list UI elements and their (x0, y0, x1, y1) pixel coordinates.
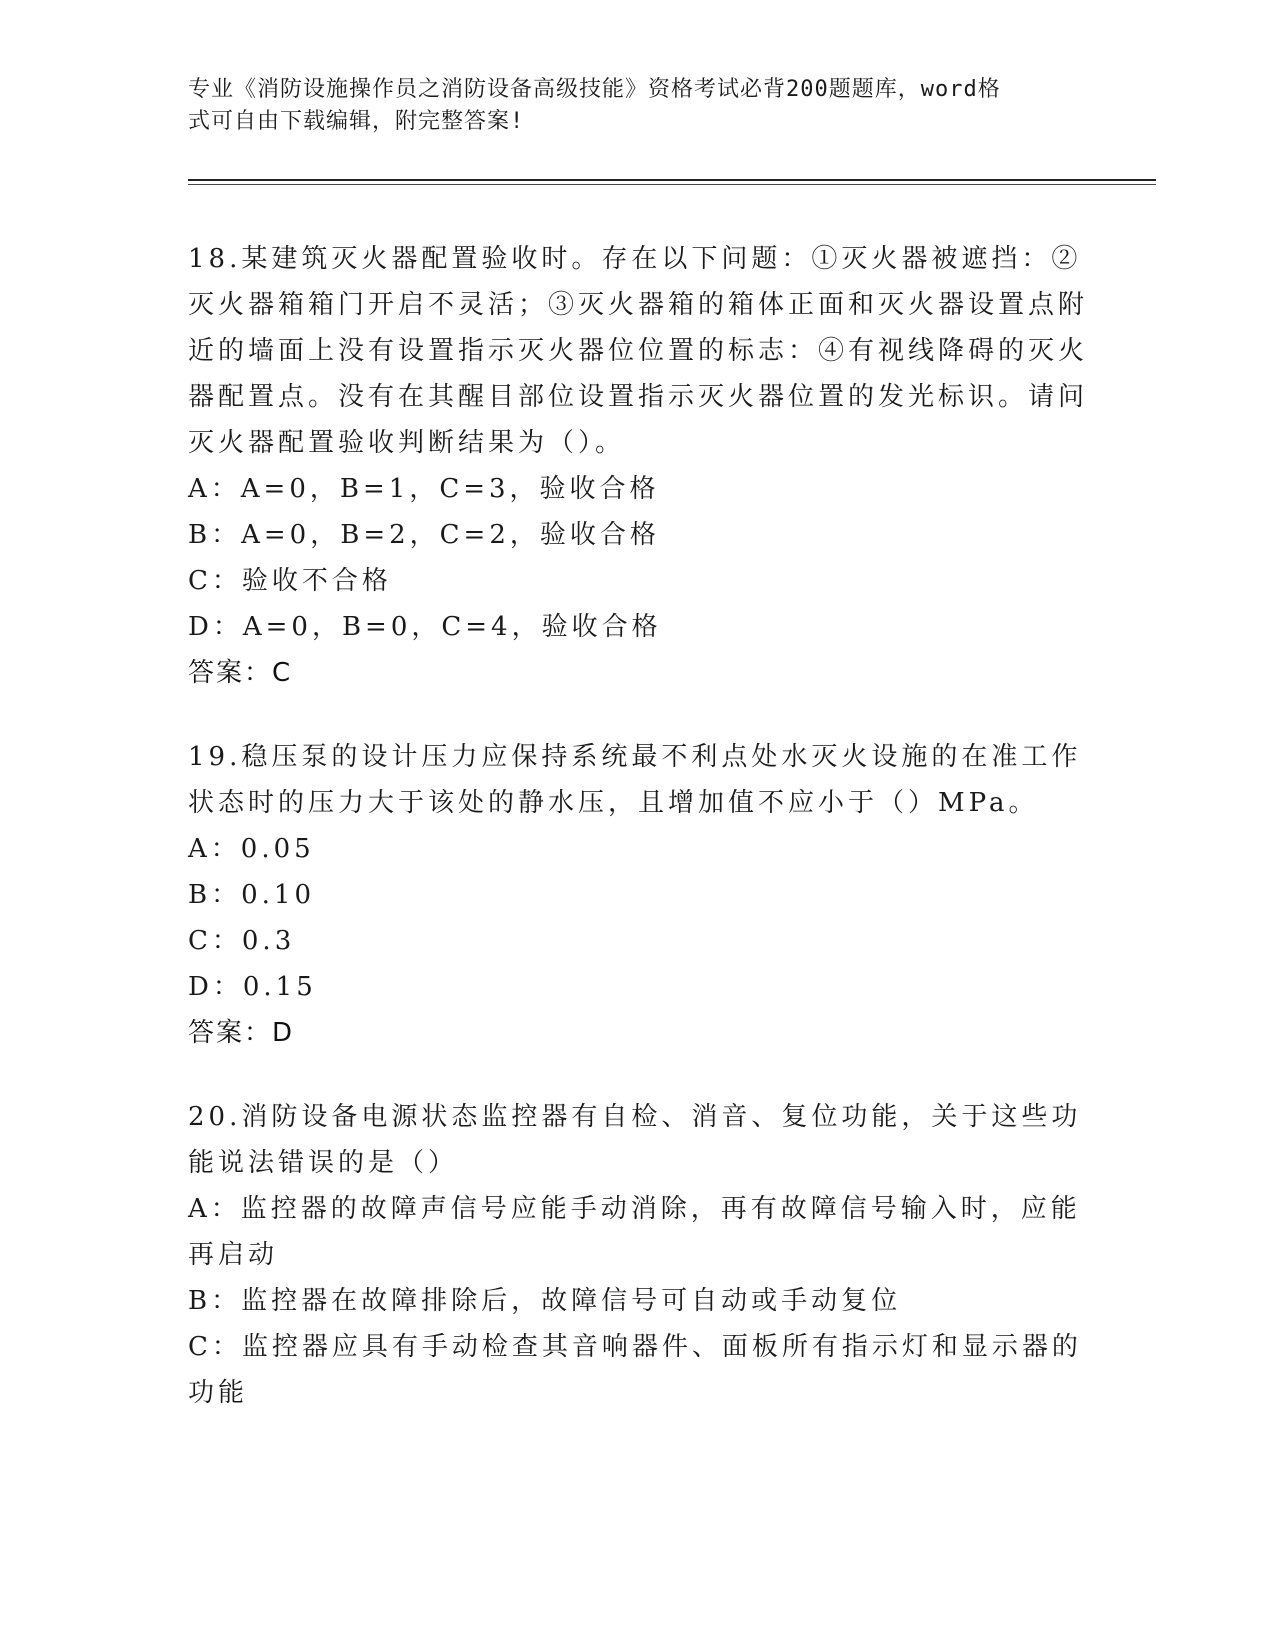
answer: 答案：D (188, 1018, 295, 1048)
document-header (188, 74, 1068, 138)
question-list (188, 236, 1088, 1454)
option-c: C：监控器应具有手动检查其音响器件、面板所有指示灯和显示器的功能 (188, 1332, 1082, 1408)
option-c: C：0.3 (188, 926, 296, 956)
question-stem: 19.稳压泵的设计压力应保持系统最不利点处水灭火设施的在准工作状态时的压力大于该处的静水压，且增加值不应小于（）MPa。 (188, 742, 1082, 818)
option-a: A：A=0，B=1，C=3，验收合格 (188, 474, 660, 504)
header-line-1: 专业《消防设施操作员之消防设备高级技能》资格考试必背200题题库，word格 (188, 77, 1001, 102)
question-stem: 20.消防设备电源状态监控器有自检、消音、复位功能，关于这些功能说法错误的是（） (188, 1102, 1082, 1178)
option-c: C：验收不合格 (188, 566, 392, 596)
option-b: B：0.10 (188, 880, 315, 910)
header-rule-thin (188, 184, 1156, 185)
header-line-2: 式可自由下载编辑，附完整答案! (188, 109, 525, 134)
header-rule-thick (188, 179, 1156, 181)
option-b: B：监控器在故障排除后，故障信号可自动或手动复位 (188, 1286, 902, 1316)
question-20 (188, 1094, 1088, 1416)
answer: 答案：C (188, 658, 293, 688)
question-18 (188, 236, 1088, 696)
option-a: A：0.05 (188, 834, 315, 864)
option-d: D：A=0，B=0，C=4，验收合格 (188, 612, 662, 642)
option-b: B：A=0，B=2，C=2，验收合格 (188, 520, 660, 550)
option-d: D：0.15 (188, 972, 317, 1002)
question-19 (188, 734, 1088, 1056)
option-a: A：监控器的故障声信号应能手动消除，再有故障信号输入时，应能再启动 (188, 1194, 1081, 1270)
question-stem: 18.某建筑灭火器配置验收时。存在以下问题：①灭火器被遮挡：②灭火器箱箱门开启不灵活；③灭火器箱的箱体正面和灭火器设置点附近的墙面上没有设置指示灭火器位位置的标志：④有视线降碍的灭火器配置点。没有在其醒目部位设置指示灭火器位置的发光标识。请问灭火器配置验收判断结果为（）。 (188, 244, 1089, 458)
